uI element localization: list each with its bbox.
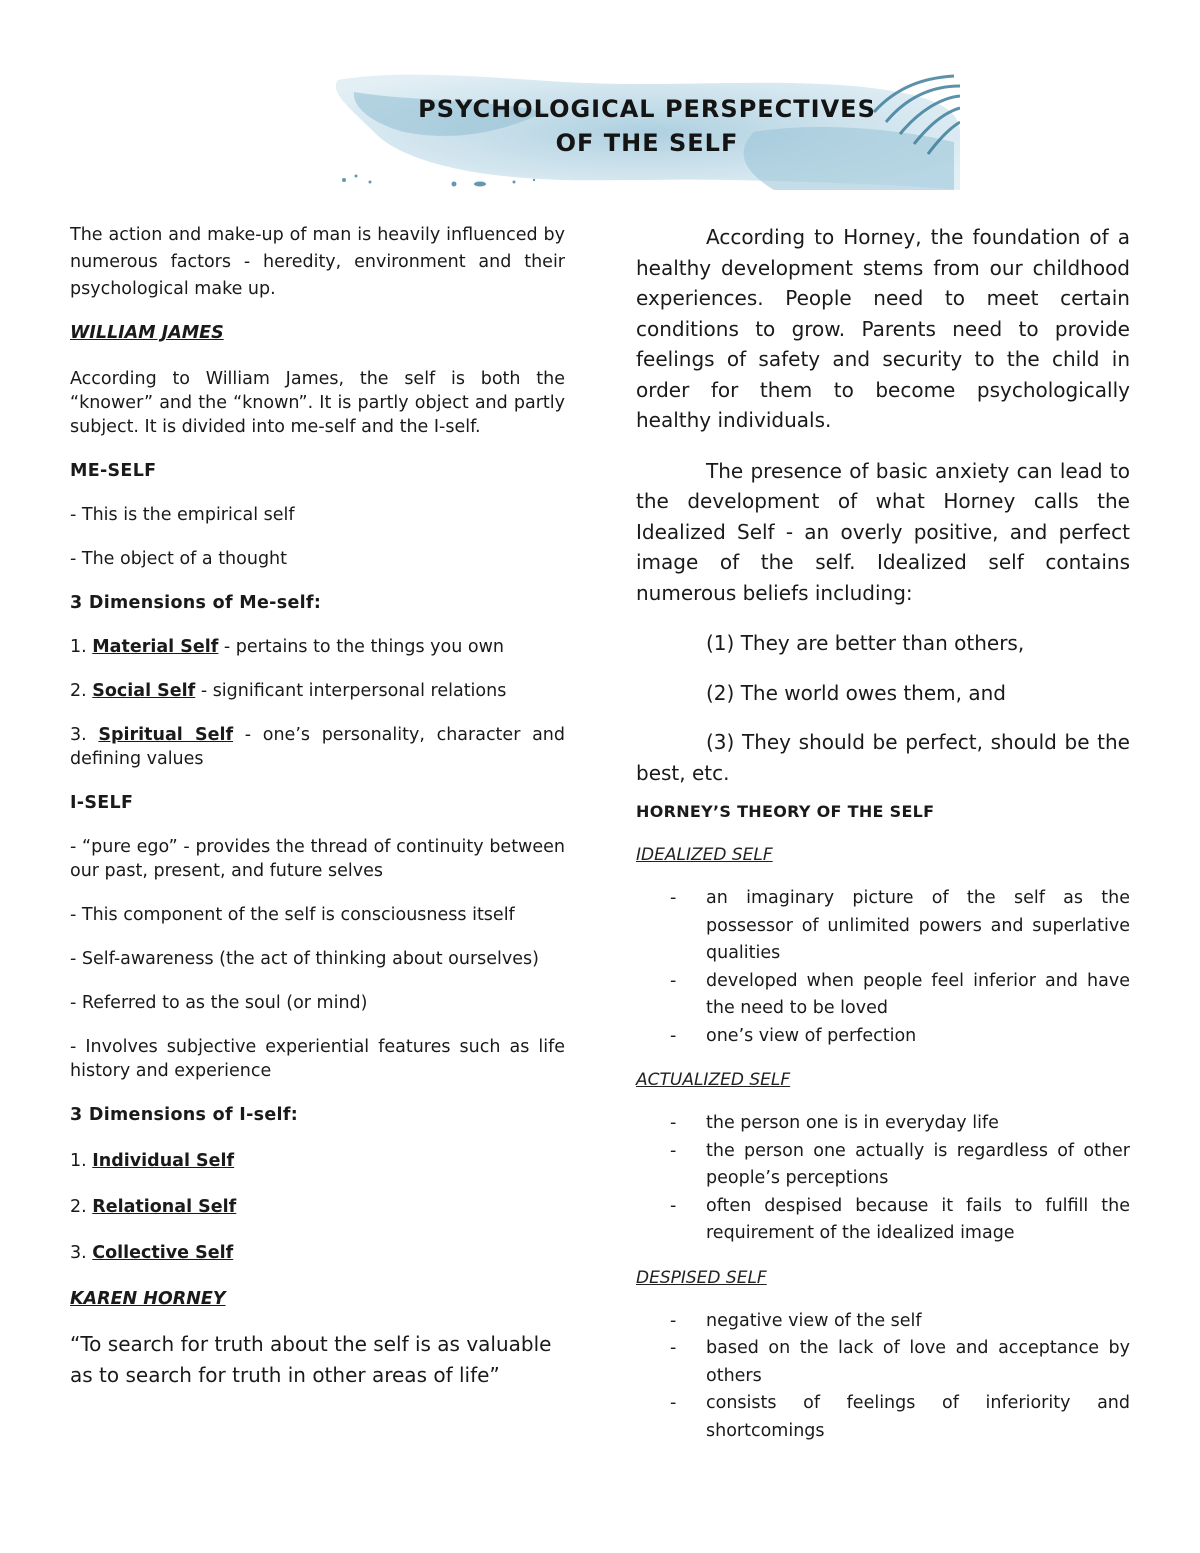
- dimension-name: Social Self: [92, 681, 196, 701]
- william-james-paragraph: According to William James, the self is both the “knower” and the “known”. It is partly object and partly subject. It is divided into me-self and the I-self.: [70, 369, 565, 437]
- i-self-dimensions-heading: 3 Dimensions of I-self:: [70, 1105, 299, 1125]
- william-james-heading: WILLIAM JAMES: [70, 323, 224, 343]
- right-column: [636, 222, 1130, 1465]
- karen-horney-heading: KAREN HORNEY: [70, 1289, 226, 1309]
- list-item: - developed when people feel inferior and have the need to be loved: [670, 970, 1130, 1018]
- i-dimension-item: 3. Collective Self: [70, 1243, 234, 1263]
- actualized-self-heading: ACTUALIZED SELF: [636, 1070, 791, 1090]
- i-self-heading: I-SELF: [70, 793, 134, 813]
- list-item: - an imaginary picture of the self as the possessor of unlimited powers and superlative qualities: [670, 888, 1130, 963]
- i-self-line: - Involves subjective experiential features such as life history and experience: [70, 1037, 565, 1081]
- list-item: - the person one actually is regardless of other people’s perceptions: [670, 1140, 1130, 1188]
- list-item: - negative view of the self: [670, 1310, 922, 1331]
- i-dimension-item: 2. Relational Self: [70, 1197, 237, 1217]
- horney-paragraph-1: According to Horney, the foundation of a healthy development stems from our childhood experiences. People need to meet certain conditions to grow. Parents need to provide feelings of safety and security to the child in order for them to become psychologically healthy individuals.: [636, 225, 1130, 432]
- horney-theory-heading: HORNEY’S THEORY OF THE SELF: [636, 802, 935, 821]
- banner-title-line-1: PSYCHOLOGICAL PERSPECTIVES: [418, 95, 876, 123]
- actualized-self-list: [636, 1110, 1130, 1248]
- me-self-line: - This is the empirical self: [70, 505, 295, 525]
- list-item: - the person one is in everyday life: [670, 1113, 999, 1133]
- i-self-line: - This component of the self is consciousness itself: [70, 905, 515, 925]
- i-self-line: - Referred to as the soul (or mind): [70, 993, 368, 1013]
- me-self-line: - The object of a thought: [70, 549, 288, 569]
- me-dimension-item: 2. Social Self - significant interpersonal relations: [70, 681, 507, 701]
- belief-item: (3) They should be perfect, should be the best, etc.: [636, 730, 1130, 785]
- intro-paragraph: The action and make-up of man is heavily influenced by numerous factors - heredity, environment and their psychological make up.: [70, 225, 565, 299]
- horney-paragraph-2: The presence of basic anxiety can lead to the development of what Horney calls the Idealized Self - an overly positive, and perfect image of the self. Idealized self contains numerous beliefs including:: [636, 458, 1130, 605]
- list-item: - based on the lack of love and acceptance by others: [670, 1338, 1130, 1386]
- belief-item: (1) They are better than others,: [706, 631, 1025, 655]
- me-dimension-item: 1. Material Self - pertains to the things you own: [70, 637, 505, 657]
- despised-self-heading: DESPISED SELF: [636, 1267, 767, 1288]
- dimension-name: Material Self: [92, 637, 219, 657]
- dimension-name: Relational Self: [92, 1197, 237, 1217]
- belief-item: (2) The world owes them, and: [706, 680, 1006, 705]
- i-dimension-item: 1. Individual Self: [70, 1151, 235, 1171]
- title-banner: [334, 72, 960, 190]
- list-item: - often despised because it fails to fulfill the requirement of the idealized image: [670, 1195, 1130, 1243]
- dimension-name: Collective Self: [92, 1243, 234, 1263]
- i-self-line: - “pure ego” - provides the thread of continuity between our past, present, and future selves: [70, 837, 565, 881]
- despised-self-list: [636, 1308, 1130, 1446]
- horney-quote: “To search for truth about the self is as valuable as to search for truth in other areas of life”: [70, 1332, 552, 1387]
- me-self-dimensions-heading: 3 Dimensions of Me-self:: [70, 593, 322, 613]
- idealized-self-list: [636, 885, 1130, 1050]
- me-dimension-item: 3. Spiritual Self - one’s personality, character and defining values: [70, 725, 565, 769]
- me-self-heading: ME-SELF: [70, 461, 157, 481]
- dimension-name: Individual Self: [92, 1151, 235, 1171]
- dimension-name: Spiritual Self: [98, 725, 234, 745]
- list-item: - one’s view of perfection: [670, 1025, 917, 1046]
- left-column: [70, 222, 565, 1391]
- i-self-line: - Self-awareness (the act of thinking about ourselves): [70, 949, 539, 969]
- idealized-self-heading: IDEALIZED SELF: [636, 845, 773, 865]
- list-item: - consists of feelings of inferiority and shortcomings: [670, 1393, 1130, 1441]
- banner-title-line-2: OF THE SELF: [555, 129, 739, 157]
